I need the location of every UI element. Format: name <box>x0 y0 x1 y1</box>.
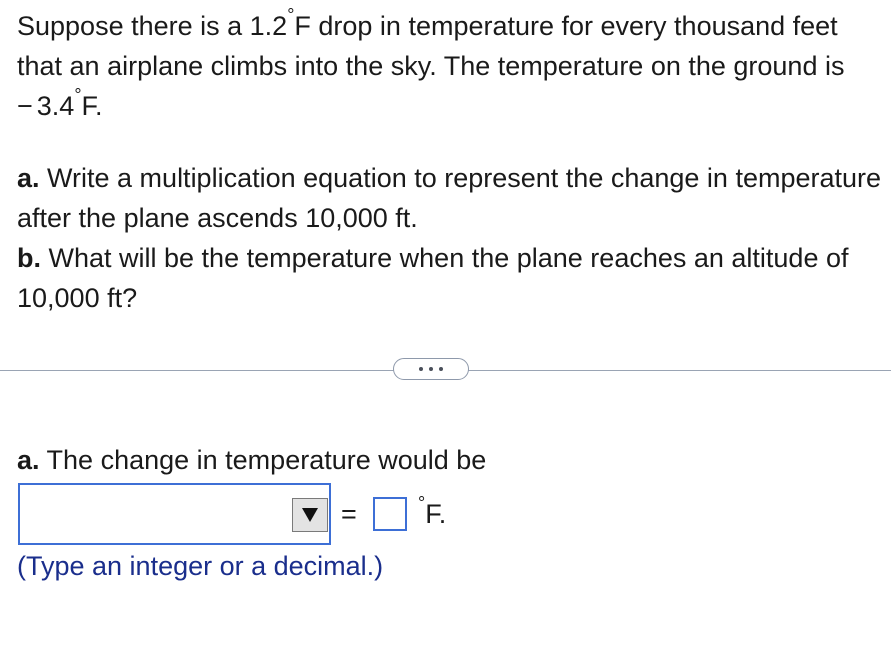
degree-symbol: ° <box>74 85 82 105</box>
ellipsis-icon <box>419 367 423 371</box>
answer-part-a-text: The change in temperature would be <box>39 445 487 475</box>
intro-text-2: F drop in temperature for every thousand feet that an airplane climbs into the sky. The temperature on the ground is <box>17 11 845 81</box>
ellipsis-icon <box>439 367 443 371</box>
part-a-label: a. <box>17 163 40 193</box>
equals-sign: = <box>341 499 357 529</box>
ellipsis-icon <box>429 367 433 371</box>
expand-more-button[interactable] <box>393 358 469 380</box>
question-part-a <box>17 158 882 238</box>
part-a-text: Write a multiplication equation to represent the change in temperature after the plane ascends 10,000 ft. <box>17 163 882 233</box>
degree-symbol: ° <box>287 5 295 25</box>
ground-temp-unit: F. <box>81 91 103 121</box>
unit-degree-symbol: ° <box>418 493 426 513</box>
part-b-text: What will be the temperature when the plane reaches an altitude of 10,000 ft? <box>17 243 849 313</box>
dropdown-toggle-button[interactable] <box>292 498 328 532</box>
question-part-b <box>17 238 882 318</box>
minus-sign: − <box>17 91 33 121</box>
intro-text-1: Suppose there is a 1.2 <box>17 11 288 41</box>
temperature-answer-input[interactable] <box>373 497 407 531</box>
answer-prompt <box>17 440 486 480</box>
ground-temp-value: 3.4 <box>36 91 75 121</box>
answer-part-a-label: a. <box>17 445 40 475</box>
triangle-down-icon <box>301 507 319 523</box>
part-b-label: b. <box>17 243 41 273</box>
answer-format-hint: (Type an integer or a decimal.) <box>17 551 384 581</box>
equation-dropdown[interactable] <box>18 483 331 545</box>
temperature-unit <box>418 494 446 534</box>
problem-intro <box>17 6 882 126</box>
unit-text: F. <box>425 499 447 529</box>
problem-statement <box>17 6 882 318</box>
